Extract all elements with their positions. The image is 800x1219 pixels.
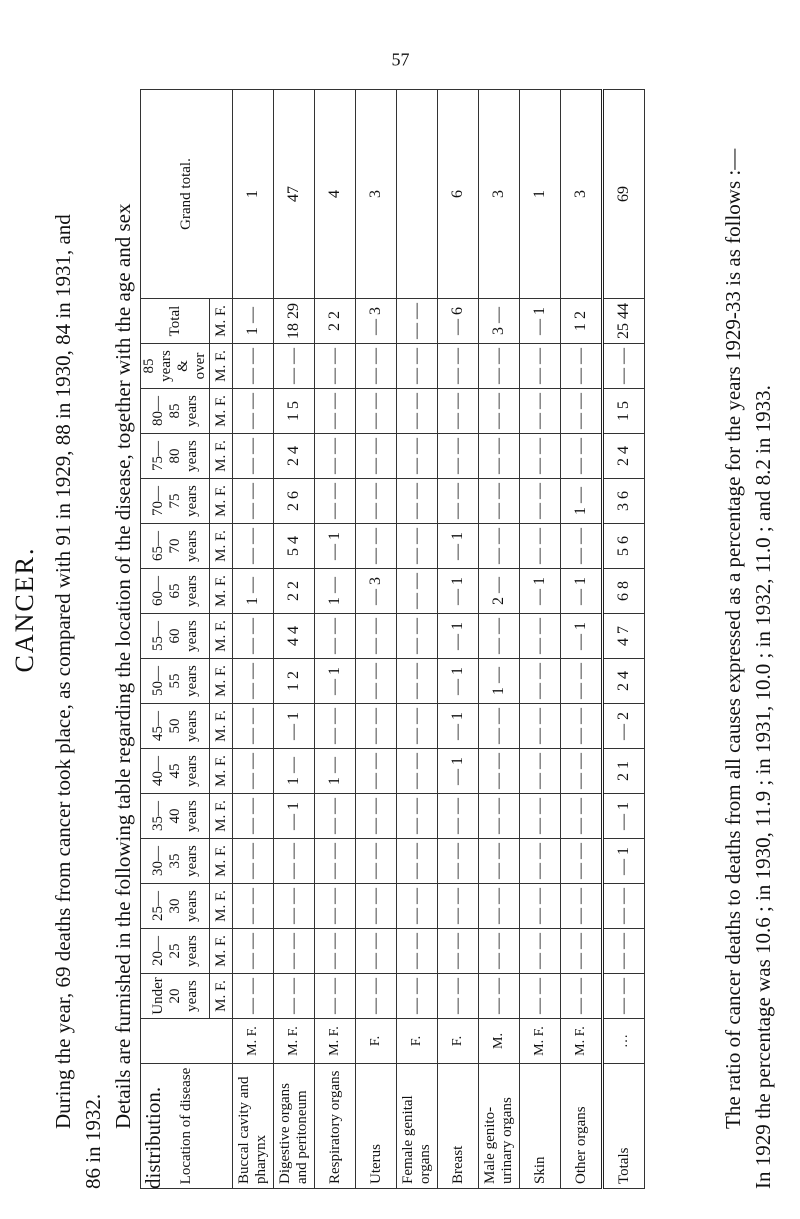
count-cell: 1 2 <box>274 659 315 704</box>
grand-total-cell: 4 <box>315 90 356 299</box>
count-cell: — — <box>315 479 356 524</box>
count-cell: 2 — <box>479 569 520 614</box>
count-cell: — — <box>438 794 479 839</box>
count-cell: — — <box>561 659 603 704</box>
count-cell: — — <box>561 434 603 479</box>
table-row <box>438 90 479 1189</box>
count-cell: — — <box>397 749 438 794</box>
age-group-header: 45—50 years <box>141 704 210 749</box>
count-cell: 3 — <box>479 299 520 344</box>
count-cell: — — <box>479 704 520 749</box>
count-cell: 4 4 <box>274 614 315 659</box>
count-cell: — — <box>561 524 603 569</box>
grand-total-cell: 69 <box>603 90 645 299</box>
count-cell: — — <box>233 479 274 524</box>
count-cell: — — <box>561 929 603 974</box>
count-cell: — — <box>397 569 438 614</box>
count-cell: — — <box>356 704 397 749</box>
sex-cell: … <box>603 1019 645 1064</box>
count-cell: — — <box>603 929 645 974</box>
sex-subheader: M. F. <box>210 929 233 974</box>
count-cell: — — <box>356 434 397 479</box>
intro-line: 86 in 1932. <box>81 1093 105 1189</box>
count-cell: — — <box>520 884 561 929</box>
table-row <box>233 90 274 1189</box>
count-cell: — — <box>397 299 438 344</box>
sex-cell: M. <box>479 1019 520 1064</box>
cancer-table <box>140 89 645 1189</box>
count-cell: — — <box>479 929 520 974</box>
count-cell: — 1 <box>438 749 479 794</box>
count-cell: — — <box>233 794 274 839</box>
count-cell: 4 7 <box>603 614 645 659</box>
count-cell: — — <box>356 614 397 659</box>
count-cell: — — <box>356 884 397 929</box>
count-cell: — — <box>356 389 397 434</box>
count-cell: — 3 <box>356 569 397 614</box>
table-row <box>479 90 520 1189</box>
count-cell: — — <box>274 344 315 389</box>
count-cell: — — <box>479 434 520 479</box>
count-cell: — — <box>315 344 356 389</box>
sex-subheader: M. F. <box>210 299 233 344</box>
count-cell: 25 44 <box>603 299 645 344</box>
count-cell: — — <box>561 794 603 839</box>
count-cell: — — <box>315 389 356 434</box>
count-cell: — — <box>603 344 645 389</box>
table-row <box>356 90 397 1189</box>
count-cell: — — <box>233 659 274 704</box>
count-cell: 1 — <box>479 659 520 704</box>
count-cell: — — <box>438 884 479 929</box>
count-cell: 1 — <box>233 569 274 614</box>
count-cell: — 1 <box>561 614 603 659</box>
count-cell: — — <box>274 929 315 974</box>
footer-line: The ratio of cancer deaths to deaths from all causes expressed as a percentage for the years 1929-33 is as follows :— <box>721 148 745 1129</box>
sex-subheader: M. F. <box>210 614 233 659</box>
count-cell: — — <box>479 884 520 929</box>
count-cell: 3 6 <box>603 479 645 524</box>
count-cell: — — <box>520 794 561 839</box>
count-cell: — — <box>356 344 397 389</box>
count-cell: — — <box>233 344 274 389</box>
count-cell: — — <box>397 524 438 569</box>
count-cell: — — <box>438 434 479 479</box>
table-row <box>315 90 356 1189</box>
count-cell: — — <box>561 884 603 929</box>
count-cell: — — <box>356 974 397 1019</box>
count-cell: — — <box>479 389 520 434</box>
count-cell: — — <box>603 884 645 929</box>
count-cell: — — <box>233 884 274 929</box>
count-cell: — — <box>315 614 356 659</box>
count-cell: — — <box>561 344 603 389</box>
table-row <box>520 90 561 1189</box>
count-cell: — — <box>315 434 356 479</box>
count-cell: — — <box>520 344 561 389</box>
totals-row <box>603 90 645 1189</box>
count-cell: — — <box>356 524 397 569</box>
table-header-row <box>141 90 210 1189</box>
sex-subheader: M. F. <box>210 704 233 749</box>
count-cell: — — <box>479 524 520 569</box>
count-cell: — — <box>520 479 561 524</box>
sex-cell: M. F. <box>274 1019 315 1064</box>
count-cell: — — <box>479 794 520 839</box>
count-cell: — — <box>397 434 438 479</box>
location-cell: Skin <box>520 1064 561 1189</box>
count-cell: — — <box>356 794 397 839</box>
count-cell: — — <box>356 839 397 884</box>
count-cell: — 1 <box>315 659 356 704</box>
count-cell: — — <box>356 929 397 974</box>
count-cell: — 1 <box>438 524 479 569</box>
intro-line: During the year, 69 deaths from cancer took place, as compared with 91 in 1929, 88 in 1930, 84 in 1931, and <box>51 214 75 1129</box>
count-cell: — — <box>520 524 561 569</box>
count-cell: — 1 <box>438 659 479 704</box>
location-cell: Male genito-urinary organs <box>479 1064 520 1189</box>
count-cell: — — <box>274 839 315 884</box>
count-cell: 1 — <box>315 569 356 614</box>
age-group-header: 25—30 years <box>141 884 210 929</box>
count-cell: — — <box>479 839 520 884</box>
grand-total-cell <box>397 90 438 299</box>
count-cell: — — <box>397 884 438 929</box>
count-cell: — — <box>520 614 561 659</box>
count-cell: 1 5 <box>274 389 315 434</box>
count-cell: — — <box>438 839 479 884</box>
count-cell: 2 4 <box>603 434 645 479</box>
sex-subheader: M. F. <box>210 794 233 839</box>
count-cell: — — <box>397 974 438 1019</box>
grand-total-cell: 47 <box>274 90 315 299</box>
count-cell: — — <box>274 884 315 929</box>
count-cell: — — <box>397 704 438 749</box>
count-cell: 2 1 <box>603 749 645 794</box>
count-cell: — — <box>479 749 520 794</box>
location-cell: Other organs <box>561 1064 603 1189</box>
count-cell: 2 6 <box>274 479 315 524</box>
location-cell: Respiratory organs <box>315 1064 356 1189</box>
count-cell: — — <box>520 704 561 749</box>
count-cell: — — <box>233 434 274 479</box>
count-cell: — — <box>561 749 603 794</box>
sex-cell: F. <box>356 1019 397 1064</box>
age-group-header: 40—45 years <box>141 749 210 794</box>
age-group-header: 20—25 years <box>141 929 210 974</box>
count-cell: — — <box>438 479 479 524</box>
location-cell: Female genital organs <box>397 1064 438 1189</box>
footer-note <box>718 149 778 1189</box>
sex-subheader: M. F. <box>210 344 233 389</box>
count-cell: — — <box>397 839 438 884</box>
count-cell: — — <box>274 974 315 1019</box>
sex-subheader: M. F. <box>210 434 233 479</box>
count-cell: — — <box>397 344 438 389</box>
grand-total-cell: 6 <box>438 90 479 299</box>
location-cell: Breast <box>438 1064 479 1189</box>
page-number: 57 <box>391 49 410 70</box>
age-group-header: 70—75 years <box>141 479 210 524</box>
location-cell: Uterus <box>356 1064 397 1189</box>
count-cell: — — <box>520 974 561 1019</box>
sex-subheader: M. F. <box>210 479 233 524</box>
count-cell: — 2 <box>603 704 645 749</box>
count-cell: — — <box>561 389 603 434</box>
count-cell: — — <box>438 929 479 974</box>
intro-line: distribution. <box>141 1086 165 1189</box>
count-cell: — — <box>233 524 274 569</box>
count-cell: — — <box>520 434 561 479</box>
age-group-header: 65—70 years <box>141 524 210 569</box>
sex-subheader: M. F. <box>210 974 233 1019</box>
grand-total-cell: 3 <box>479 90 520 299</box>
count-cell: — 1 <box>520 569 561 614</box>
sex-subheader: M. F. <box>210 569 233 614</box>
grand-total-header: Grand total. <box>141 90 233 299</box>
count-cell: — 1 <box>274 704 315 749</box>
sex-cell: M. F. <box>233 1019 274 1064</box>
count-cell: 1 — <box>315 749 356 794</box>
count-cell: 6 8 <box>603 569 645 614</box>
count-cell: — 1 <box>274 794 315 839</box>
count-cell: — 1 <box>438 614 479 659</box>
count-cell: — — <box>438 344 479 389</box>
count-cell: — — <box>561 839 603 884</box>
count-cell: — — <box>479 614 520 659</box>
sex-subheader: M. F. <box>210 659 233 704</box>
count-cell: — 6 <box>438 299 479 344</box>
count-cell: 1 — <box>274 749 315 794</box>
sex-cell: F. <box>397 1019 438 1064</box>
table-row <box>561 90 603 1189</box>
count-cell: — — <box>397 659 438 704</box>
count-cell: 1 5 <box>603 389 645 434</box>
count-cell: — 1 <box>561 569 603 614</box>
count-cell: — — <box>397 929 438 974</box>
count-cell: — — <box>315 929 356 974</box>
grand-total-cell: 1 <box>520 90 561 299</box>
location-cell: Buccal cavity and pharynx <box>233 1064 274 1189</box>
count-cell: — — <box>397 479 438 524</box>
count-cell: 1 — <box>561 479 603 524</box>
count-cell: 2 4 <box>603 659 645 704</box>
count-cell: — — <box>520 839 561 884</box>
intro-line: Details are furnished in the following table regarding the location of the disease, together with the age and sex <box>111 203 135 1129</box>
count-cell: — — <box>233 974 274 1019</box>
count-cell: — — <box>479 479 520 524</box>
count-cell: — — <box>233 929 274 974</box>
count-cell: — — <box>520 929 561 974</box>
count-cell: 1 2 <box>561 299 603 344</box>
age-group-header: 50—55 years <box>141 659 210 704</box>
footer-line: In 1929 the percentage was 10.6 ; in 1930, 11.9 ; in 1931, 10.0 ; in 1932, 11.0 ; and 8.2 in 1933. <box>751 385 775 1189</box>
count-cell: — — <box>520 389 561 434</box>
age-group-header: Under 20 years <box>141 974 210 1019</box>
count-cell: — — <box>561 974 603 1019</box>
table-body <box>233 90 645 1189</box>
sex-cell: F. <box>438 1019 479 1064</box>
count-cell: — — <box>356 749 397 794</box>
page-title: CANCER. <box>10 546 39 673</box>
location-header: Location of disease <box>141 1064 233 1189</box>
count-cell: — — <box>233 704 274 749</box>
count-cell: — — <box>397 389 438 434</box>
sex-header <box>141 1019 233 1064</box>
count-cell: — 1 <box>603 839 645 884</box>
age-group-header: 85 years & over <box>141 344 210 389</box>
grand-total-cell: 1 <box>233 90 274 299</box>
sex-subheader: M. F. <box>210 389 233 434</box>
count-cell: — — <box>397 794 438 839</box>
count-cell: — 1 <box>438 704 479 749</box>
count-cell: — 1 <box>603 794 645 839</box>
sex-subheader: M. F. <box>210 884 233 929</box>
count-cell: — 1 <box>315 524 356 569</box>
count-cell: — — <box>356 479 397 524</box>
count-cell: 5 4 <box>274 524 315 569</box>
grand-total-cell: 3 <box>561 90 603 299</box>
count-cell: — — <box>479 974 520 1019</box>
count-cell: — — <box>479 344 520 389</box>
count-cell: — — <box>356 659 397 704</box>
count-cell: 2 2 <box>274 569 315 614</box>
age-group-header: 35—40 years <box>141 794 210 839</box>
age-group-header: 80—85 years <box>141 389 210 434</box>
sex-subheader: M. F. <box>210 839 233 884</box>
count-cell: — — <box>315 884 356 929</box>
count-cell: — — <box>397 614 438 659</box>
count-cell: — — <box>520 659 561 704</box>
count-cell: 5 6 <box>603 524 645 569</box>
count-cell: — — <box>603 974 645 1019</box>
age-group-header: 30—35 years <box>141 839 210 884</box>
table-row <box>397 90 438 1189</box>
sex-subheader: M. F. <box>210 524 233 569</box>
count-cell: 2 2 <box>315 299 356 344</box>
count-cell: — 3 <box>356 299 397 344</box>
count-cell: — — <box>315 839 356 884</box>
count-cell: — — <box>233 389 274 434</box>
sex-subheader: M. F. <box>210 749 233 794</box>
count-cell: — — <box>315 974 356 1019</box>
count-cell: 18 29 <box>274 299 315 344</box>
age-group-header: 55—60 years <box>141 614 210 659</box>
count-cell: — 1 <box>438 569 479 614</box>
location-cell: Digestive organs and peritoneum <box>274 1064 315 1189</box>
count-cell: 1 — <box>233 299 274 344</box>
count-cell: — — <box>315 794 356 839</box>
count-cell: — — <box>315 704 356 749</box>
count-cell: — — <box>438 389 479 434</box>
age-group-header: 75—80 years <box>141 434 210 479</box>
table-row <box>274 90 315 1189</box>
grand-total-cell: 3 <box>356 90 397 299</box>
count-cell: — — <box>233 749 274 794</box>
count-cell: — — <box>438 974 479 1019</box>
count-cell: 2 4 <box>274 434 315 479</box>
count-cell: — 1 <box>520 299 561 344</box>
sex-cell: M. F. <box>315 1019 356 1064</box>
location-cell: Totals <box>603 1064 645 1189</box>
count-cell: — — <box>233 839 274 884</box>
count-cell: — — <box>561 704 603 749</box>
age-group-header: Total <box>141 299 210 344</box>
sex-cell: M. F. <box>520 1019 561 1064</box>
sex-cell: M. F. <box>561 1019 603 1064</box>
count-cell: — — <box>233 614 274 659</box>
age-group-header: 60—65 years <box>141 569 210 614</box>
count-cell: — — <box>520 749 561 794</box>
